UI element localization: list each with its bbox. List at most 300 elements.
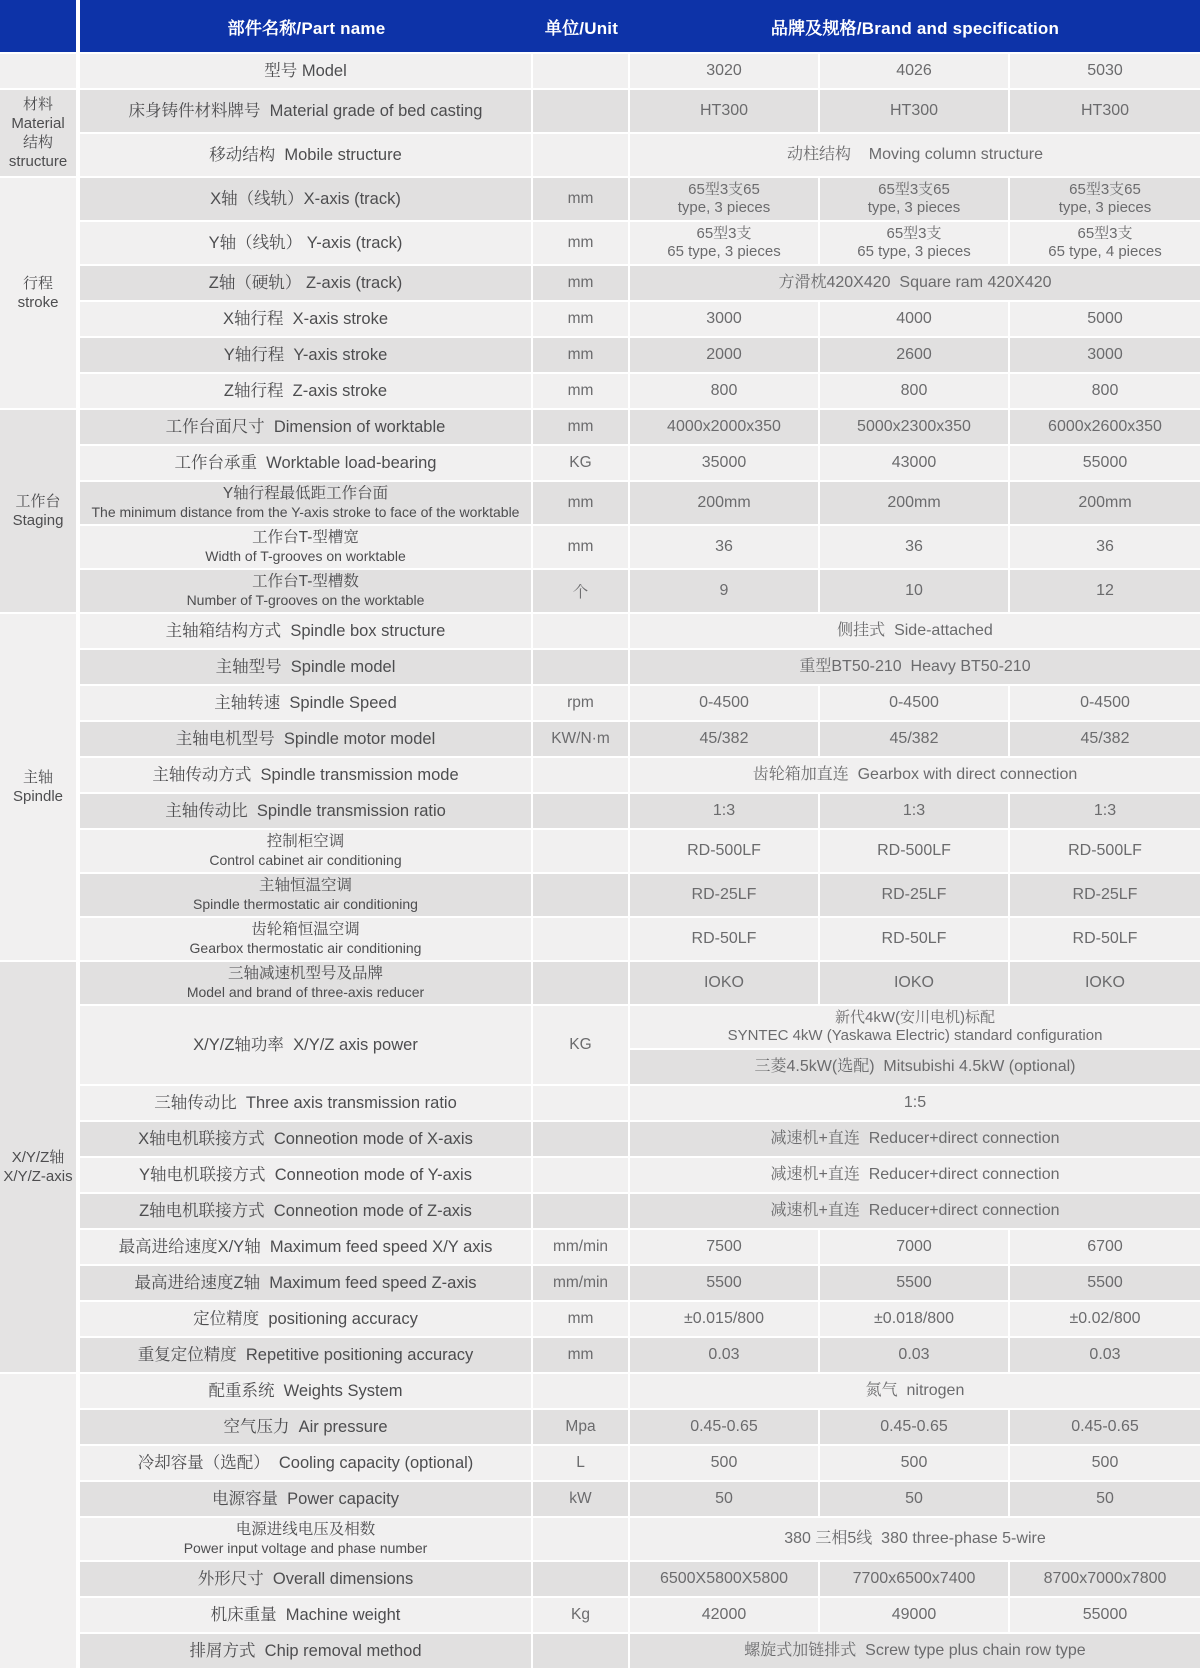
spec-row-value [820,446,1010,482]
spec-row-unit [533,134,630,178]
text-line: 65 type, 4 pieces [1048,243,1162,260]
text-line: 200mm [887,494,941,511]
text-line: 4000x2000x350 [667,418,781,435]
spec-row-value [820,1410,1010,1446]
text-line: RD-25LF [1072,886,1138,903]
spec-row-label [80,1410,533,1446]
text-line: 三轴传动比 Three axis transmission ratio [154,1094,457,1112]
spec-row-value [820,1302,1010,1338]
text-line: RD-50LF [691,930,757,947]
spec-row-value [820,526,1010,570]
spec-row-value-span [630,266,1200,302]
text-line: 主轴型号 Spindle model [215,658,396,676]
spec-row-value [820,1338,1010,1374]
text-line: 空气压力 Air pressure [223,1418,388,1436]
spec-row-value [1010,918,1200,962]
spec-row-value [630,302,820,338]
text-line: HT300 [889,102,939,119]
spec-row-label [80,134,533,178]
text-line: 65型3支65 [878,181,950,198]
sidebar-label-line: structure [8,153,68,170]
spec-row-unit [533,446,630,482]
spec-row-value [630,1598,820,1634]
spec-row-label [80,1634,533,1670]
text-line: Z轴行程 Z-axis stroke [223,382,388,400]
spec-row-value-span [630,1194,1200,1230]
sidebar-label-line: 材料 [22,96,53,113]
text-line: 380 三相5线 380 three-phase 5-wire [784,1530,1046,1547]
text-line: 电源进线电压及相数 [235,1521,376,1538]
text-line: mm [567,1310,594,1327]
text-line: Z轴电机联接方式 Conneotion mode of Z-axis [139,1202,472,1220]
spec-row-value [1010,962,1200,1006]
text-line: 200mm [1078,494,1132,511]
spec-row-label [80,1158,533,1194]
text-line: 齿轮箱加直连 Gearbox with direct connection [752,766,1078,783]
sidebar-label-line: 主轴 [22,769,53,786]
spec-row-label [80,1338,533,1374]
spec-row-label [80,1230,533,1266]
sidebar-section-4 [0,614,76,962]
text-line: 5000x2300x350 [857,418,971,435]
spec-row-unit [533,830,630,874]
text-line: RD-500LF [877,842,951,859]
text-line: 工作台T-型槽宽 [252,529,359,546]
spec-row-value [1010,90,1200,134]
spec-row-value [630,570,820,614]
sidebar-section-label [12,766,64,808]
text-line: 0.03 [708,1346,740,1363]
spec-row-value [820,482,1010,526]
spec-row-label [80,1266,533,1302]
text-line: kW [569,1490,592,1507]
spec-row-value [1010,722,1200,758]
spec-row-value [1010,1302,1200,1338]
text-line: mm [567,346,594,363]
spec-row-label [80,1122,533,1158]
text-line: 4026 [896,62,932,79]
spec-row-value [820,1598,1010,1634]
text-line: RD-500LF [687,842,761,859]
spec-row-value [630,1446,820,1482]
spec-row-label [80,874,533,918]
text-line: mm [567,494,594,511]
spec-row-value [820,1266,1010,1302]
spec-row-unit [533,374,630,410]
text-line: mm [567,1346,594,1363]
spec-row-value [820,874,1010,918]
text-line: Control cabinet air conditioning [209,852,402,868]
spec-row-unit [533,874,630,918]
spec-row-value [1010,178,1200,222]
spec-row-value [630,918,820,962]
spec-row-value [1010,54,1200,90]
sidebar-label-line: X/Y/Z轴 [11,1149,65,1166]
sidebar-label-line: Material [11,115,65,132]
text-line: mm [567,274,594,291]
text-line: 4000 [896,310,932,327]
spec-row-label [80,1598,533,1634]
spec-row-label [80,1446,533,1482]
spec-row-value [820,686,1010,722]
spec-row-unit [533,482,630,526]
spec-row-label [80,794,533,830]
text-line: ±0.02/800 [1069,1310,1141,1327]
text-line: 型号 Model [264,62,347,80]
text-line: 0-4500 [699,694,749,711]
spec-row-unit [533,1410,630,1446]
text-line: 动柱结构 Moving column structure [786,146,1044,163]
text-line: mm/min [552,1274,609,1291]
text-line: 800 [900,382,928,399]
spec-row-label [80,1482,533,1518]
text-line: 工作台承重 Worktable load-bearing [174,454,437,472]
spec-row-unit [533,1446,630,1482]
spec-row-unit [533,526,630,570]
text-line: 65型3支 [886,225,942,242]
header-cell-brand [630,0,1200,54]
spec-row-value [820,222,1010,266]
text-line: 主轴传动方式 Spindle transmission mode [152,766,459,784]
text-line: 1:3 [902,802,926,819]
text-line: 主轴转速 Spindle Speed [214,694,397,712]
spec-row-value [630,794,820,830]
spec-row-value [820,918,1010,962]
text-line: 65 type, 3 pieces [667,243,781,260]
sidebar-label-line: 工作台 [15,493,61,510]
spec-row-unit [533,570,630,614]
sidebar-section-label [2,1146,73,1188]
spec-row-value [1010,1562,1200,1598]
spec-row-value [1010,446,1200,482]
spec-row-label [80,222,533,266]
spec-row-value-span [630,758,1200,794]
spec-row-value-span [630,1158,1200,1194]
spec-row-value [820,1230,1010,1266]
header-cell-part-name [80,0,533,54]
sidebar-section-3 [0,410,76,614]
text-line: 2000 [706,346,742,363]
text-line: 12 [1096,582,1114,599]
text-line: 65 type, 3 pieces [857,243,971,260]
spec-row-value [820,1562,1010,1598]
text-line: 500 [710,1454,738,1471]
text-line: 控制柜空调 [266,833,345,850]
text-line: 500 [900,1454,928,1471]
text-line: 单位/Unit [544,18,619,38]
sidebar-section-label [37,69,39,73]
spec-row-label [80,266,533,302]
spec-row-unit [533,650,630,686]
text-line: 500 [1091,1454,1119,1471]
spec-row-unit [533,1086,630,1122]
text-line: 50 [1096,1490,1114,1507]
text-line: type, 3 pieces [1058,199,1152,216]
text-line: 配重系统 Weights System [208,1382,403,1400]
text-line: 减速机+直连 Reducer+direct connection [770,1202,1060,1219]
text-line: 0.45-0.65 [690,1418,758,1435]
spec-row-value [630,1338,820,1374]
text-line: 三菱4.5kW(选配) Mitsubishi 4.5kW (optional) [754,1058,1076,1075]
text-line: 45/382 [699,730,749,747]
text-line: 45/382 [889,730,939,747]
spec-row-value [630,482,820,526]
sidebar-label-line: 结构 [22,134,53,151]
text-line: 0.03 [1089,1346,1121,1363]
spec-row-value [630,1302,820,1338]
spec-row-unit [533,178,630,222]
text-line: 三轴减速机型号及品牌 [227,965,383,982]
text-line: Y轴电机联接方式 Conneotion mode of Y-axis [139,1166,472,1184]
text-line: 移动结构 Mobile structure [209,146,402,164]
text-line: X/Y/Z轴功率 X/Y/Z axis power [193,1036,418,1054]
text-line: mm [567,382,594,399]
text-line: 新代4kW(安川电机)标配 [835,1009,995,1026]
spec-row-value [820,178,1010,222]
spec-row-unit [533,1194,630,1230]
text-line: 1:3 [712,802,736,819]
spec-row-unit [533,1562,630,1598]
text-line: Y轴行程最低距工作台面 [222,485,389,502]
spec-row-value [630,338,820,374]
sidebar-section-label [8,93,68,173]
text-line: 齿轮箱恒温空调 [251,921,360,938]
spec-row-value [1010,686,1200,722]
spec-row-unit [533,54,630,90]
spec-row-unit [533,1302,630,1338]
sidebar-label-line: Staging [12,512,64,529]
text-line: 2600 [896,346,932,363]
spec-row-label [80,374,533,410]
sidebar-section-5 [0,962,76,1374]
text-line: 65型3支65 [1069,181,1141,198]
text-line: 螺旋式加链排式 Screw type plus chain row type [744,1642,1086,1659]
text-line: Y轴行程 Y-axis stroke [223,346,388,364]
spec-row-label [80,90,533,134]
text-line: RD-25LF [881,886,947,903]
spec-row-value [1010,1446,1200,1482]
text-line: HT300 [699,102,749,119]
spec-row-value [630,54,820,90]
text-line: 3020 [706,62,742,79]
spec-row-label [80,686,533,722]
spec-row-unit [533,1266,630,1302]
text-line: 10 [905,582,923,599]
text-line: 55000 [1082,1606,1128,1623]
spec-row-value [1010,570,1200,614]
spec-row-value-span [630,614,1200,650]
text-line: ±0.015/800 [684,1310,764,1327]
spec-row-value [820,1482,1010,1518]
spec-row-label [80,962,533,1006]
sidebar-label-line: Spindle [12,788,64,805]
spec-row-unit [533,1006,630,1086]
spec-row-value [820,570,1010,614]
spec-row-label [80,830,533,874]
text-line: 重复定位精度 Repetitive positioning accuracy [137,1346,474,1364]
text-line: 主轴箱结构方式 Spindle box structure [165,622,446,640]
spec-row-label [80,178,533,222]
spec-row-value [820,302,1010,338]
sidebar-section-2 [0,178,76,410]
text-line: mm [567,234,594,251]
sidebar-section-label [17,272,60,314]
text-line: 电源容量 Power capacity [211,1490,400,1508]
text-line: X轴电机联接方式 Conneotion mode of X-axis [138,1130,473,1148]
text-line: 最高进给速度X/Y轴 Maximum feed speed X/Y axis [118,1238,493,1256]
text-line: KW/N·m [551,730,610,747]
spec-row-label [80,1086,533,1122]
text-line: 主轴恒温空调 [258,877,352,894]
spec-row-value [630,90,820,134]
text-line: IOKO [893,974,934,991]
text-line: KG [569,1036,592,1053]
text-line: 6000x2600x350 [1048,418,1162,435]
spec-row-value-span [630,1374,1200,1410]
spec-row-value [1010,1266,1200,1302]
text-line: 800 [710,382,738,399]
text-line: RD-25LF [691,886,757,903]
text-line: 0.45-0.65 [880,1418,948,1435]
text-line: 800 [1091,382,1119,399]
spec-row-value [630,686,820,722]
spec-row-value [1010,1482,1200,1518]
text-line: 5500 [896,1274,932,1291]
text-line: 最高进给速度Z轴 Maximum feed speed Z-axis [134,1274,477,1292]
spec-row-unit [533,1230,630,1266]
text-line: 部件名称/Part name [227,18,386,38]
spec-row-value [630,874,820,918]
text-line: 0.45-0.65 [1071,1418,1139,1435]
text-line: 6500X5800X5800 [659,1570,789,1587]
spec-row-value [630,1230,820,1266]
spec-row-unit [533,614,630,650]
text-line: mm [567,190,594,207]
spec-row-value [1010,374,1200,410]
spec-row-unit [533,1374,630,1410]
text-line: X轴行程 X-axis stroke [222,310,389,328]
spec-row-value [630,178,820,222]
text-line: RD-500LF [1068,842,1142,859]
spec-row-value [630,722,820,758]
spec-row-value [1010,482,1200,526]
spec-row-value [630,1482,820,1518]
spec-row-value-span [630,1006,1200,1050]
spec-row-value [820,54,1010,90]
text-line: 3000 [706,310,742,327]
spec-row-value [820,410,1010,446]
spec-row-unit [533,90,630,134]
text-line: 50 [905,1490,923,1507]
text-line: 65型3支 [696,225,752,242]
spec-row-value [1010,1410,1200,1446]
spec-row-unit [533,962,630,1006]
spec-row-value [820,962,1010,1006]
text-line: 冷却容量（选配） Cooling capacity (optional) [137,1454,474,1472]
text-line: IOKO [1084,974,1125,991]
spec-row-value [1010,526,1200,570]
sidebar-section-label [37,1519,39,1523]
spec-row-unit [533,266,630,302]
text-line: 机床重量 Machine weight [210,1606,401,1624]
text-line: 排屑方式 Chip removal method [189,1642,422,1660]
text-line: 7700x6500x7400 [852,1570,976,1587]
text-line: type, 3 pieces [867,199,961,216]
sidebar-label-line: X/Y/Z-axis [3,1168,73,1185]
spec-row-value [1010,794,1200,830]
spec-row-unit [533,1122,630,1158]
text-line: mm [567,310,594,327]
sidebar-section-label [12,490,65,532]
spec-row-unit [533,1158,630,1194]
text-line: 主轴传动比 Spindle transmission ratio [165,802,446,820]
text-line: 1:5 [903,1094,927,1111]
spec-row-label [80,570,533,614]
text-line: IOKO [703,974,744,991]
text-line: Kg [571,1606,590,1623]
spec-row-value [1010,1598,1200,1634]
text-line: ±0.018/800 [874,1310,954,1327]
text-line: KG [569,454,592,471]
text-line: RD-50LF [1072,930,1138,947]
text-line: X轴（线轨）X-axis (track) [210,190,401,208]
text-line: 品牌及规格/Brand and specification [770,18,1060,38]
spec-row-label [80,302,533,338]
text-line: 5000 [1087,310,1123,327]
text-line: 43000 [891,454,937,471]
spec-row-value [1010,302,1200,338]
spec-row-value [820,90,1010,134]
spec-row-value [630,222,820,266]
spec-row-value [1010,338,1200,374]
spec-row-value [1010,874,1200,918]
text-line: rpm [567,694,594,711]
spec-row-value-span [630,1122,1200,1158]
spec-row-value [1010,222,1200,266]
spec-row-value-span [630,650,1200,686]
spec-row-value [630,410,820,446]
text-line: Model and brand of three-axis reducer [186,984,425,1000]
spec-row-value [630,526,820,570]
spec-row-value [630,962,820,1006]
text-line: 氮气 nitrogen [865,1382,965,1399]
text-line: 外形尺寸 Overall dimensions [197,1570,414,1588]
spec-row-unit [533,686,630,722]
spec-row-unit [533,338,630,374]
spec-row-label [80,722,533,758]
text-line: Power input voltage and phase number [183,1540,428,1556]
header-corner-cell [0,0,76,54]
spec-row-unit [533,1598,630,1634]
text-line: 8700x7000x7800 [1043,1570,1167,1587]
text-line: type, 3 pieces [677,199,771,216]
text-line: 0-4500 [889,694,939,711]
spec-row-value [820,794,1010,830]
spec-row-value-span [630,1050,1200,1086]
spec-row-value-span [630,1086,1200,1122]
spec-row-unit [533,722,630,758]
spec-row-unit [533,410,630,446]
sidebar-label-line: stroke [17,294,59,311]
text-line: 定位精度 positioning accuracy [193,1310,418,1328]
spec-row-label [80,1006,533,1086]
spec-row-value [630,830,820,874]
spec-row-value [820,1446,1010,1482]
spec-row-value-span [630,1518,1200,1562]
spec-row-value [630,374,820,410]
text-line: Number of T-grooves on the worktable [186,592,425,608]
text-line: 主轴电机型号 Spindle motor model [175,730,436,748]
